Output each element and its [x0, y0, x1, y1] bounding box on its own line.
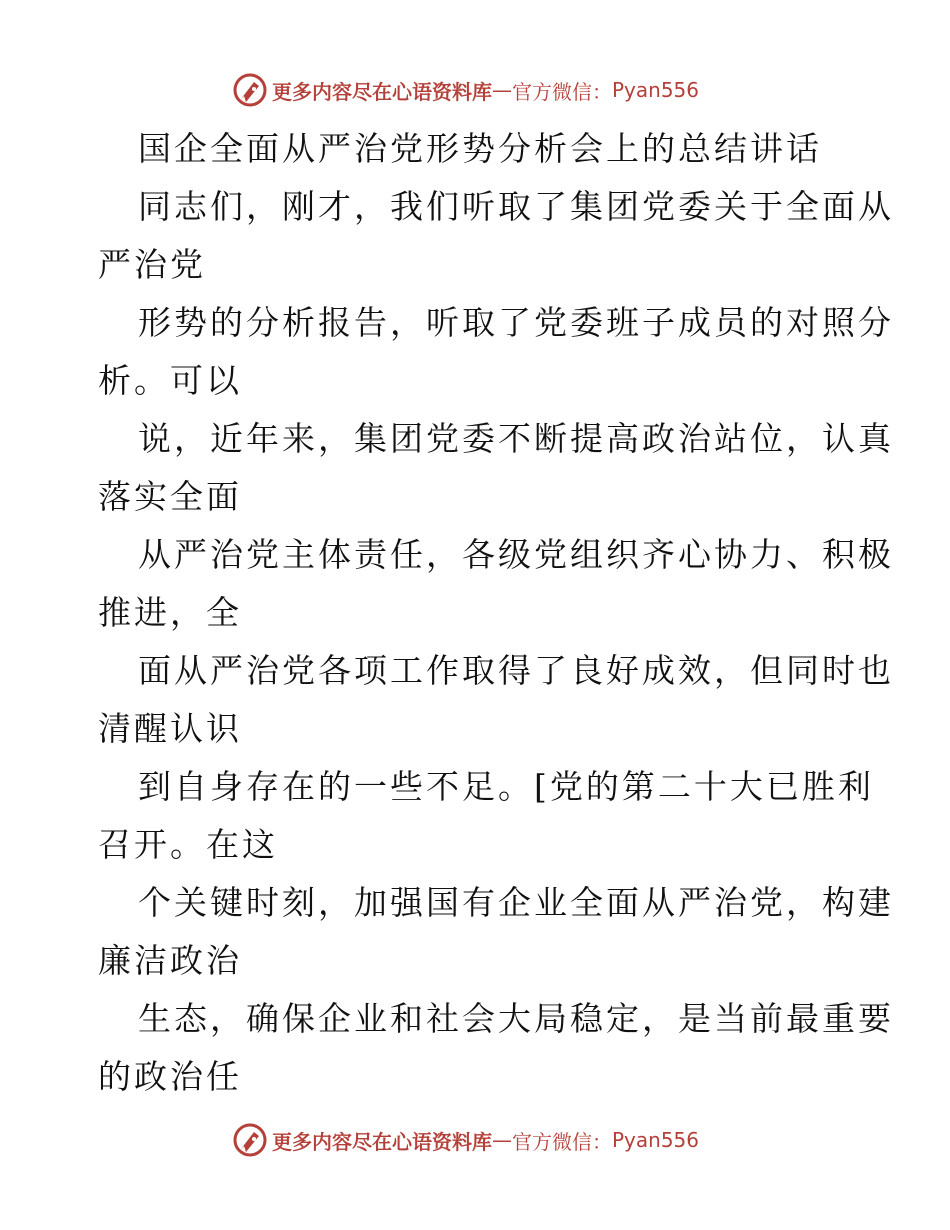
banner-wechat-id: Pyan556: [612, 1128, 700, 1152]
banner-separator: —: [492, 1128, 512, 1152]
banner-main-text: 更多内容尽在心语资料库: [272, 1129, 492, 1154]
document-body: [98, 120, 894, 1106]
header-banner: [232, 70, 792, 110]
footer-banner: [232, 1120, 792, 1160]
banner-wechat-label: 官方微信：: [512, 1129, 612, 1154]
banner-separator: —: [492, 78, 512, 102]
text-line: 清醒认识: [98, 709, 242, 748]
text-line: 个关键时刻，加强国有企业全面从严治党，构建: [138, 883, 894, 922]
banner-wechat-id: Pyan556: [612, 78, 700, 102]
text-line: 严治党: [98, 245, 206, 284]
text-line: 同志们，刚才，我们听取了集团党委关于全面从: [138, 187, 894, 226]
text-line: 生态，确保企业和社会大局稳定，是当前最重要: [138, 999, 894, 1038]
text-line: 廉洁政治: [98, 941, 242, 980]
text-line: 的政治任: [98, 1057, 242, 1096]
text-line: 推进，全: [98, 593, 242, 632]
text-line: 说，近年来，集团党委不断提高政治站位，认真: [138, 419, 894, 458]
pen-nib-logo-icon: [232, 72, 268, 108]
text-line: 从严治党主体责任，各级党组织齐心协力、积极: [138, 535, 894, 574]
document-title: 国企全面从严治党形势分析会上的总结讲话: [138, 129, 822, 168]
text-line: 到自身存在的一些不足。[党的第二十大已胜利: [138, 767, 874, 806]
text-line: 形势的分析报告，听取了党委班子成员的对照分: [138, 303, 894, 342]
text-line: 落实全面: [98, 477, 242, 516]
text-line: 面从严治党各项工作取得了良好成效，但同时也: [138, 651, 894, 690]
banner-wechat-label: 官方微信：: [512, 79, 612, 104]
pen-nib-logo-icon: [232, 1122, 268, 1158]
text-line: 召开。在这: [98, 825, 278, 864]
text-line: 析。可以: [98, 361, 242, 400]
banner-main-text: 更多内容尽在心语资料库: [272, 79, 492, 104]
